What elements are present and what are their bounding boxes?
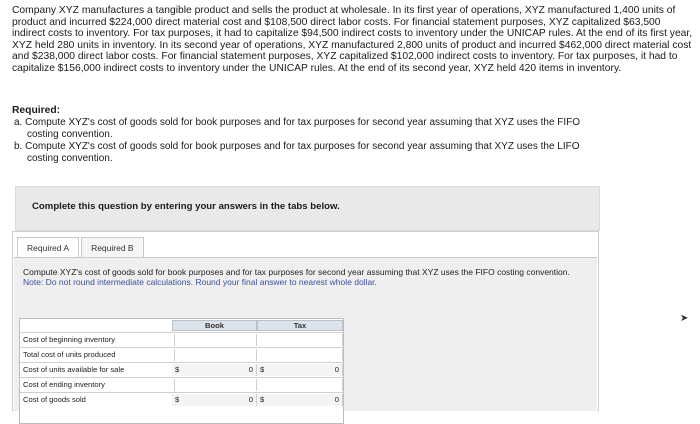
problem-intro: Company XYZ manufactures a tangible product and sells the product at wholesale. In its first year of operations, XYZ manufactured 1,400 units of product and incurred $224,000 direct material cost and $108,500 direct labor costs. For financial statement purposes, XYZ capitalized $63,500 indirect costs to inventory. For tax purposes, it had to capitalize $94,500 indirect costs to inventory under the UNICAP rules. At the end of its first year, XYZ held 280 units in inventory. In its second year of operations, XYZ manufactured 2,800 units of product and incurred $462,000 direct material cost and $238,000 direct labor costs. For financial statement purposes, XYZ capitalized $102,000 indirect costs to inventory. For tax purposes, it had to capitalize $156,000 indirect costs to inventory under the UNICAP rules. At the end of its second year, XYZ held 420 items in inventory.	[12, 5, 693, 74]
book-units-produced-input[interactable]	[172, 349, 257, 361]
book-ending-inventory-input[interactable]	[172, 379, 257, 391]
pointer-arrow-icon: ➤	[680, 313, 689, 324]
question-box	[14, 257, 597, 411]
answer-table	[19, 318, 344, 424]
answer-panel	[12, 231, 599, 411]
table-row	[20, 392, 343, 407]
tax-beginning-inventory-input[interactable]	[257, 334, 343, 346]
book-cogs-amount: 0	[248, 395, 253, 404]
tab-required-b[interactable]: Required B	[81, 237, 144, 259]
tax-available-for-sale-value	[257, 364, 343, 376]
row-label-available-for-sale: Cost of units available for sale	[21, 364, 175, 376]
question-text	[23, 268, 583, 288]
book-available-value: 0	[248, 365, 253, 374]
row-label-ending-inventory: Cost of ending inventory	[21, 379, 175, 391]
table-row	[20, 332, 343, 347]
required-heading: Required:	[12, 105, 61, 116]
required-a-line1: a. Compute XYZ's cost of goods sold for book purposes and for tax purposes for second year assuming that XYZ uses the FIFO	[14, 117, 581, 128]
row-label-beginning-inventory: Cost of beginning inventory	[21, 334, 175, 346]
currency-symbol: $	[175, 395, 180, 404]
table-row	[20, 362, 343, 377]
tax-cogs-amount: 0	[334, 395, 339, 404]
book-cogs-value	[172, 394, 257, 406]
currency-symbol: $	[260, 395, 265, 404]
tax-units-produced-input[interactable]	[257, 349, 343, 361]
instruction-banner: Complete this question by entering your answers in the tabs below.	[15, 186, 600, 231]
tax-cogs-value	[257, 394, 343, 406]
required-b-line2: costing convention.	[27, 152, 113, 164]
currency-symbol: $	[175, 365, 180, 374]
table-row	[20, 377, 343, 392]
tab-bar	[17, 237, 146, 257]
required-b-line1: b. Compute XYZ's cost of goods sold for book purposes and for tax purposes for second year assuming that XYZ uses the LIFO	[14, 141, 580, 152]
tax-available-value: 0	[334, 365, 339, 374]
row-label-units-produced: Total cost of units produced	[21, 349, 175, 361]
required-list	[14, 117, 654, 165]
book-available-for-sale-value	[172, 364, 257, 376]
required-a-line2: costing convention.	[27, 128, 113, 140]
book-beginning-inventory-input[interactable]	[172, 334, 257, 346]
question-prompt: Compute XYZ's cost of goods sold for book purposes and for tax purposes for second year assuming that XYZ uses the FIFO costing convention.	[23, 267, 570, 277]
table-row	[20, 347, 343, 362]
column-header-book: Book	[172, 320, 257, 331]
required-item-a	[14, 117, 654, 140]
required-item-b	[14, 141, 654, 164]
question-note: Note: Do not round intermediate calculations. Round your final answer to nearest whole dollar.	[23, 276, 377, 287]
tab-required-a[interactable]: Required A	[17, 237, 79, 259]
column-header-tax: Tax	[257, 320, 343, 331]
tax-ending-inventory-input[interactable]	[257, 379, 343, 391]
row-label-cost-of-goods-sold: Cost of goods sold	[21, 394, 175, 406]
currency-symbol: $	[260, 365, 265, 374]
